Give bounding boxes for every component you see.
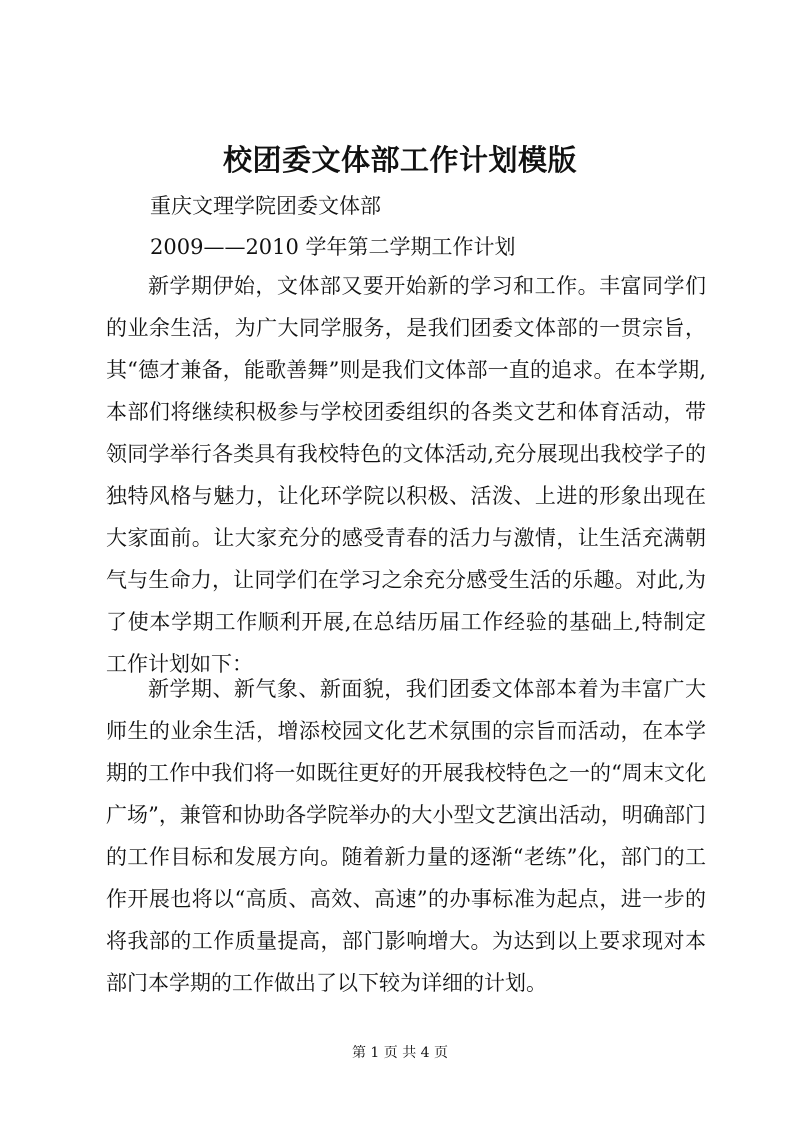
page-footer: 第 1 页 共 4 页 bbox=[351, 1045, 449, 1061]
body-paragraph-2: 新学期、新气象、新面貌，我们团委文体部本着为丰富广大师生的业余生活，增添校园文化艺术氛围的宗旨而活动，在本学期的工作中我们将一如既往更好的开展我校特色之一的“周末文化广场”，兼管和协助各学院举办的大小型文艺演出活动，明确部门的工作目标和发展方向。随着新力量的逐渐“老练”化，部门的工作开展也将以“高质、高效、高速”的办事标准为起点，进一步的将我部的工作质量提高，部门影响增大。为达到以上要求现对本部门本学期的工作做出了以下较为详细的计划。 bbox=[106, 677, 706, 995]
organization-name: 重庆文理学院团委文体部 bbox=[150, 194, 381, 218]
plan-heading: 2009——2010 学年第二学期工作计划 bbox=[150, 235, 516, 259]
body-paragraph-1: 新学期伊始，文体部又要开始新的学习和工作。丰富同学们的业余生活，为广大同学服务，是我们团委文体部的一贯宗旨，其“德才兼备，能歌善舞”则是我们文体部一直的追求。在本学期,本部们将继续积极参与学校团委组织的各类文艺和体育活动，带领同学举行各类具有我校特色的文体活动,充分展现出我校学子的独特风格与魅力，让化环学院以积极、活泼、上进的形象出现在大家面前。让大家充分的感受青春的活力与激情，让生活充满朝气与生命力，让同学们在学习之余充分感受生活的乐趣。对此,为了使本学期工作顺利开展,在总结历届工作经验的基础上,特制定工作计划如下： bbox=[106, 274, 706, 676]
document-title: 校团委文体部工作计划模版 bbox=[222, 143, 577, 177]
